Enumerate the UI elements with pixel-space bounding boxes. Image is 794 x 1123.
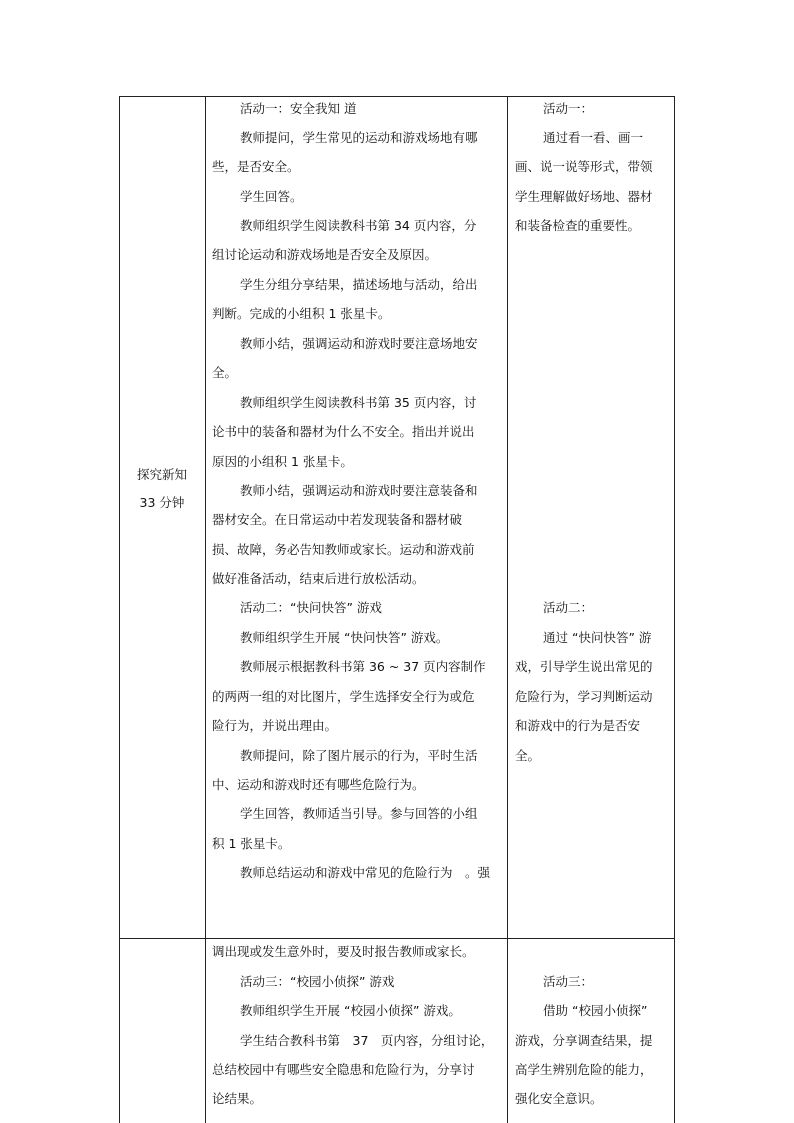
process-line: 教师组织学生开展 “校园小侦探” 游戏。 <box>240 1003 461 1018</box>
process-line: 论书中的装备和器材为什么不安全。指出并说出 <box>212 424 475 439</box>
intent-line: 活动二： <box>543 600 594 615</box>
process-line: 总结校园中有哪些安全隐患和危险行为，分享讨 <box>212 1062 475 1077</box>
process-line: 原因的小组积 1 张星卡。 <box>212 454 353 469</box>
process-line: 教师组织学生阅读教科书第 35 页内容，讨 <box>240 395 477 410</box>
intent-line: 活动三： <box>543 974 594 989</box>
process-line: 损、故障，务必告知教师或家长。运动和游戏前 <box>212 542 475 557</box>
process-line: 学生结合教科书第 37 页内容，分组讨论， <box>240 1033 494 1048</box>
process-line: 教师提问，学生常见的运动和游戏场地有哪 <box>240 130 478 145</box>
process-line: 险行为，并说出理由。 <box>212 718 338 733</box>
process-line: 学生回答。 <box>240 189 303 204</box>
process-line: 教师组织学生阅读教科书第 34 页内容，分 <box>240 218 477 233</box>
intent-line: 危险行为，学习判断运动 <box>515 689 653 704</box>
process-line: 活动二：“快问快答” 游戏 <box>240 600 382 615</box>
process-line: 全。 <box>212 365 238 380</box>
intent-line: 学生理解做好场地、器材 <box>515 189 653 204</box>
process-line: 论结果。 <box>212 1091 263 1106</box>
process-line: 学生分组分享结果，描述场地与活动，给出 <box>240 277 478 292</box>
process-line: 做好准备活动，结束后进行放松活动。 <box>212 571 425 586</box>
process-line: 教师提问，除了图片展示的行为，平时生活 <box>240 748 478 763</box>
process-line: 中、运动和游戏时还有哪些危险行为。 <box>212 777 425 792</box>
process-line: 教师小结，强调运动和游戏时要注意装备和 <box>240 483 478 498</box>
process-line: 学生回答，教师适当引导。参与回答的小组 <box>240 806 478 821</box>
process-line: 器材安全。在日常运动中若发现装备和器材破 <box>212 512 463 527</box>
intent-line: 高学生辨别危险的能力， <box>515 1062 653 1077</box>
intent-line: 活动一： <box>543 101 594 116</box>
table-right-border <box>674 96 675 1123</box>
intent-line: 画、说一说等形式，带领 <box>515 159 653 174</box>
column-divider-2 <box>507 96 508 1123</box>
process-line: 教师展示根据教科书第 36 ~ 37 页内容制作 <box>240 659 486 674</box>
intent-line: 通过看一看、画一 <box>543 130 644 145</box>
column-divider-1 <box>205 96 206 1123</box>
intent-line: 和装备检查的重要性。 <box>515 218 641 233</box>
process-line: 组讨论运动和游戏场地是否安全及原因。 <box>212 247 438 262</box>
intent-line: 戏，引导学生说出常见的 <box>515 659 653 674</box>
table-top-border <box>119 96 674 97</box>
intent-line: 强化安全意识。 <box>515 1091 603 1106</box>
process-line: 活动三：“校园小侦探” 游戏 <box>240 974 395 989</box>
stage-label: 探究新知 <box>136 467 187 482</box>
process-line: 些，是否安全。 <box>212 159 300 174</box>
process-line: 的两两一组的对比图片，学生选择安全行为或危 <box>212 689 475 704</box>
stage-time: 33 分钟 <box>139 495 185 510</box>
intent-line: 和游戏中的行为是否安 <box>515 718 641 733</box>
intent-line: 通过 “快问快答” 游 <box>543 630 652 645</box>
row-divider <box>119 938 674 939</box>
process-line: 教师小结，强调运动和游戏时要注意场地安 <box>240 336 478 351</box>
stage-label-cell <box>119 461 205 517</box>
process-line: 教师组织学生开展 “快问快答” 游戏。 <box>240 630 449 645</box>
process-line: 教师总结运动和游戏中常见的危险行为 。强 <box>240 865 491 880</box>
table-left-border <box>119 96 120 1123</box>
process-line: 积 1 张星卡。 <box>212 836 291 851</box>
intent-line: 游戏，分享调查结果，提 <box>515 1033 653 1048</box>
intent-line: 借助 “校园小侦探” <box>543 1003 648 1018</box>
process-line: 判断。完成的小组积 1 张星卡。 <box>212 306 391 321</box>
process-line: 调出现或发生意外时，要及时报告教师或家长。 <box>212 944 475 959</box>
intent-line: 全。 <box>515 748 541 763</box>
process-line: 活动一：安全我知 道 <box>240 101 357 116</box>
